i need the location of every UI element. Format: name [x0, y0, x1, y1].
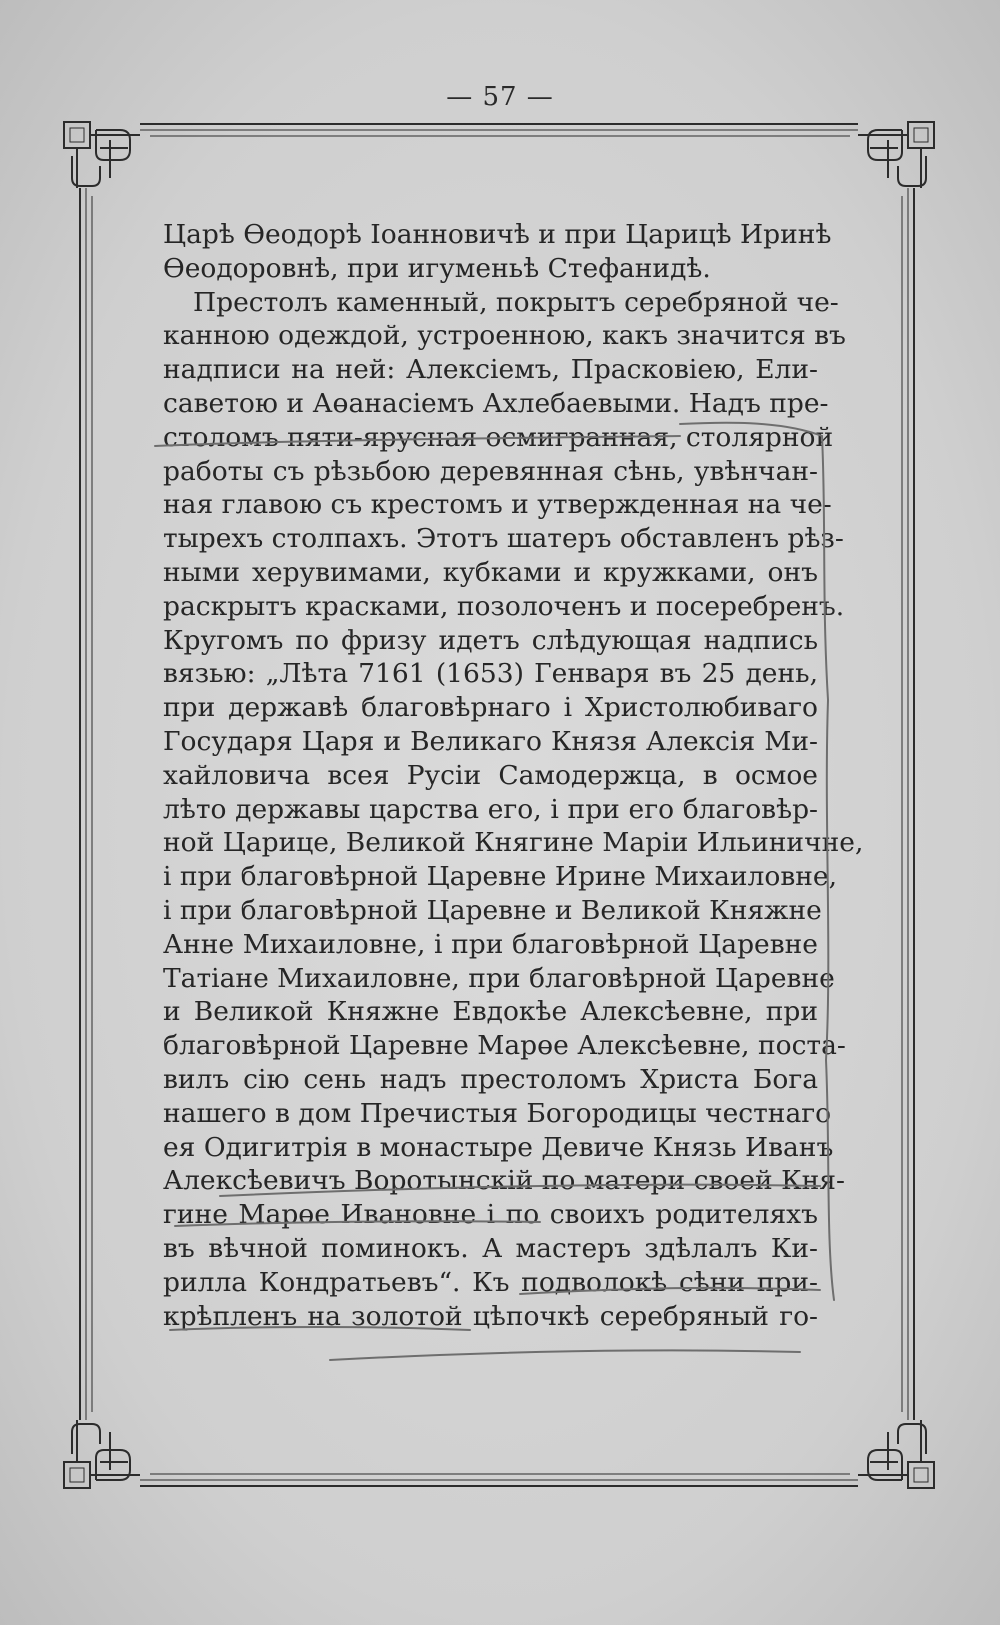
text-line: і при благовѣрной Царевне и Великой Княжне	[163, 894, 822, 926]
corner-ornament-top-left	[64, 122, 140, 188]
text-line: канною одеждой, устроенною, какъ значится въ	[163, 320, 846, 352]
text-line: ея Одигитрія в монастыре Девиче Князь Иванъ	[163, 1131, 834, 1163]
text-line: работы съ рѣзьбою деревянная сѣнь, увѣнчан-	[163, 455, 818, 487]
text-line: гине Марөе Ивановне і по своихъ родителяхъ	[163, 1199, 818, 1231]
text-line: крѣпленъ на золотой цѣпочкѣ серебряный го-	[163, 1300, 818, 1332]
text-line: рилла Кондратьевъ“. Къ подволокѣ сѣни при-	[163, 1266, 818, 1298]
text-line: Царѣ Өеодорѣ Іоанновичѣ и при Царицѣ Иринѣ	[163, 219, 832, 250]
text-line: Кругомъ по фризу идетъ слѣдующая надпись	[163, 624, 818, 656]
text-line: ная главою съ крестомъ и утвержденная на че-	[163, 489, 832, 521]
corner-ornament-bottom-left	[64, 1420, 140, 1488]
text-line: нашего в дом Пречистыя Богородицы честнаго	[163, 1097, 832, 1129]
text-line: ными херувимами, кубками и кружками, онъ	[163, 556, 818, 588]
text-line: надписи на ней: Алексіемъ, Прасковіею, Ели-	[163, 354, 818, 386]
text-line: Алексѣевичъ Воротынскій по матери своей Кня-	[163, 1165, 845, 1197]
text-line: лѣто державы царства его, і при его благовѣр-	[163, 793, 818, 825]
text-line: столомъ пяти-ярусная осмигранная, столярной	[163, 421, 834, 453]
body-text	[163, 218, 864, 1333]
text-line: Өеодоровнѣ, при игуменьѣ Стефанидѣ.	[163, 252, 711, 284]
text-line: вилъ сію сень надъ престоломъ Христа Бога	[163, 1063, 818, 1095]
corner-ornament-bottom-right	[858, 1420, 934, 1488]
text-line: и Великой Княжне Евдокѣе Алексѣевне, при	[163, 996, 818, 1028]
corner-ornament-top-right	[858, 122, 934, 188]
text-line: при державѣ благовѣрнаго і Христолюбиваго	[163, 692, 818, 724]
page-number: — 57 —	[446, 82, 554, 112]
text-line: Престолъ каменный, покрытъ серебряной че-	[193, 286, 839, 318]
text-line: тырехъ столпахъ. Этотъ шатеръ обставленъ рѣз-	[163, 523, 844, 555]
text-line: вязью: „Лѣта 7161 (1653) Генваря въ 25 день,	[163, 658, 818, 690]
text-line: Анне Михаиловне, і при благовѣрной Царевне	[163, 928, 818, 960]
text-line: саветою и Аөанасіемъ Ахлебаевыми. Надъ пре-	[163, 387, 829, 419]
text-line: благовѣрной Царевне Марөе Алексѣевне, поста-	[163, 1030, 846, 1062]
text-line: і при благовѣрной Царевне Ирине Михаиловне,	[163, 861, 838, 893]
text-line: въ вѣчной поминокъ. А мастеръ здѣлалъ Ки-	[163, 1232, 818, 1264]
text-line: Государя Царя и Великаго Князя Алексія Ми-	[163, 725, 818, 757]
text-line: раскрытъ красками, позолоченъ и посеребренъ.	[163, 590, 845, 622]
text-line: Татіане Михаиловне, при благовѣрной Царевне	[163, 962, 835, 994]
text-line: ной Царице, Великой Княгине Маріи Ильиничне,	[163, 827, 864, 859]
text-line: хайловича всея Русіи Самодержца, в осмое	[163, 759, 818, 791]
